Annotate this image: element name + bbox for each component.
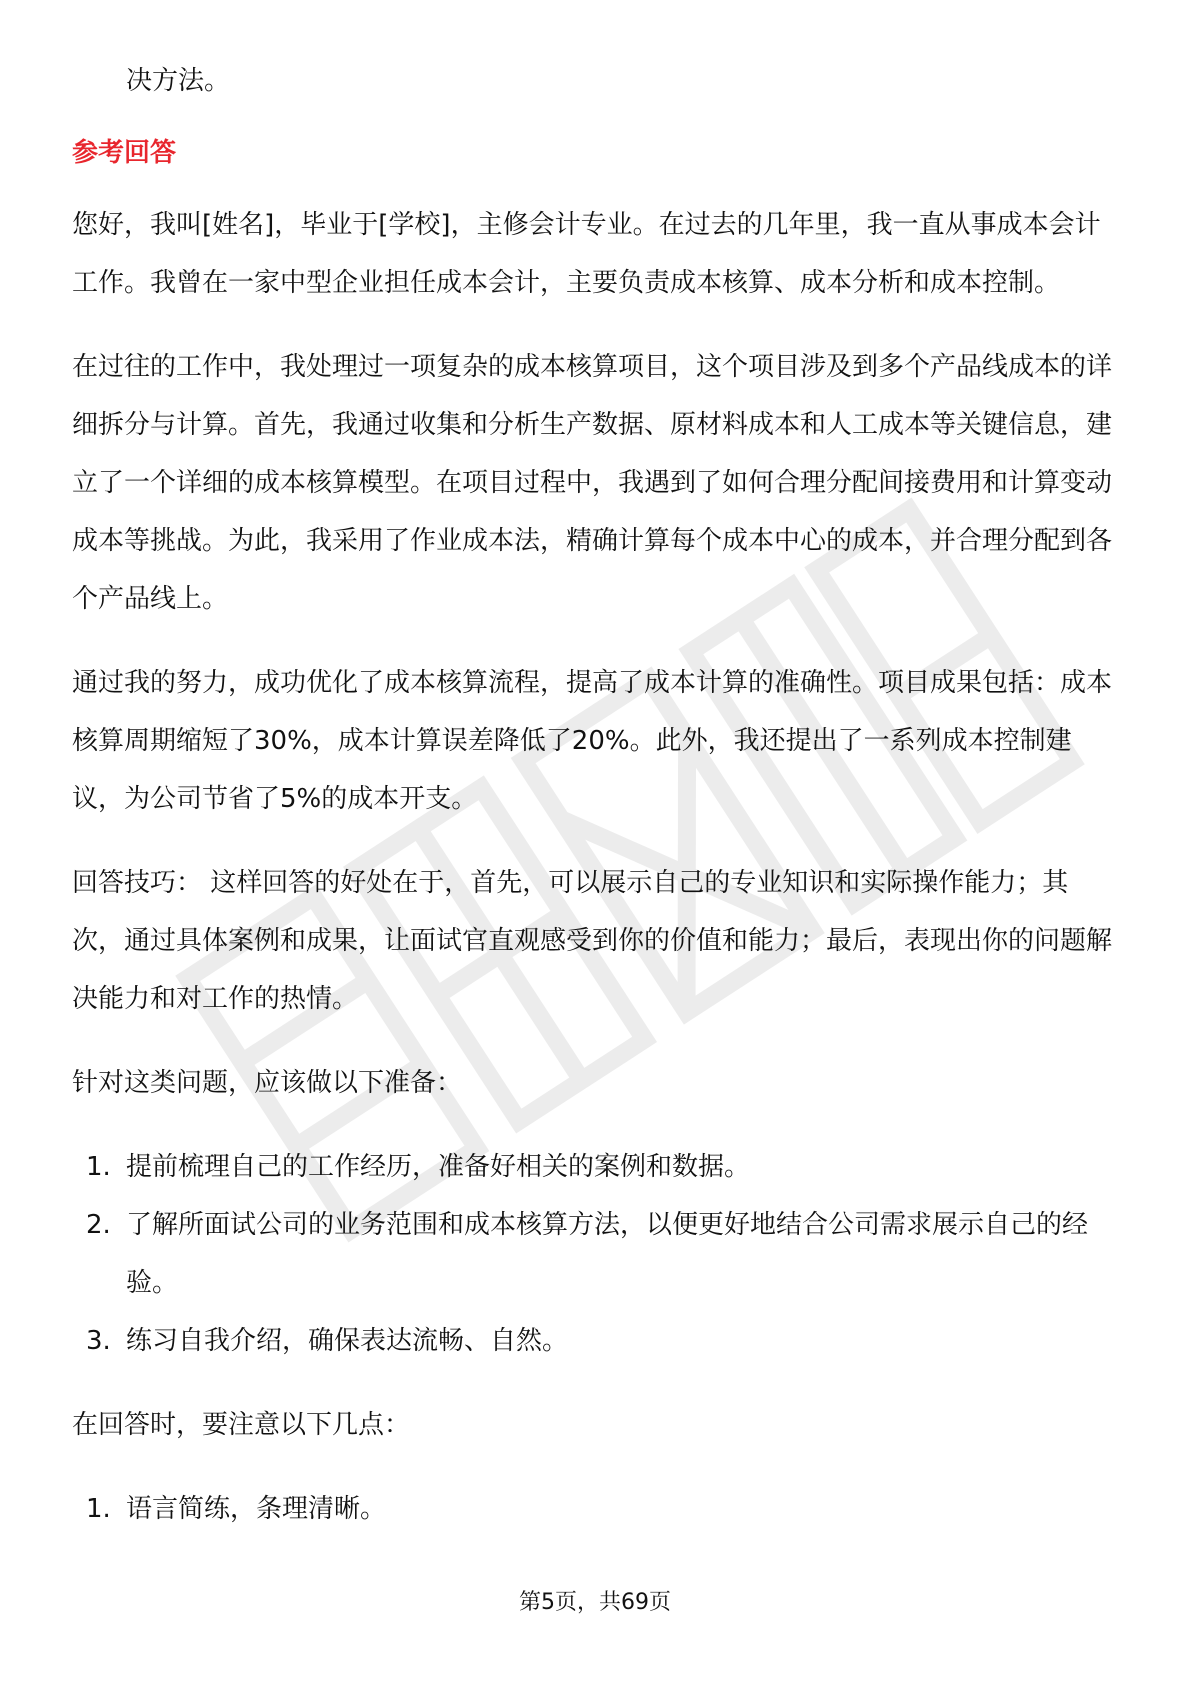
list-item [72, 1312, 1118, 1370]
list-item-text: 练习自我介绍，确保表达流畅、自然。 [126, 1326, 569, 1356]
answer-tips-paragraph: 回答技巧： 这样回答的好处在于，首先，可以展示自己的专业知识和实际操作能力；其次，通过具体案例和成果，让面试官直观感受到你的价值和能力；最后，表现出你的问题解决能力和对工作的热情。 [72, 868, 1113, 1014]
paragraph: 通过我的努力，成功优化了成本核算流程，提高了成本计算的准确性。项目成果包括：成本核算周期缩短了30%，成本计算误差降低了20%。此外，我还提出了一系列成本控制建议，为公司节省了5%的成本开支。 [72, 668, 1113, 814]
notes-intro: 在回答时，要注意以下几点： [72, 1410, 411, 1440]
prep-list [72, 1138, 1118, 1370]
list-number: 2. [86, 1210, 111, 1240]
paragraph: 您好，我叫[姓名]，毕业于[学校]，主修会计专业。在过去的几年里，我一直从事成本会计工作。我曾在一家中型企业担任成本会计，主要负责成本核算、成本分析和成本控制。 [72, 210, 1101, 298]
page-footer: 第5页，共69页 [519, 1590, 671, 1615]
list-item-text: 语言简练，条理清晰。 [126, 1494, 387, 1524]
list-item [72, 1196, 1118, 1312]
list-item-text: 提前梳理自己的工作经历，准备好相关的案例和数据。 [126, 1152, 751, 1182]
notes-list [72, 1480, 1118, 1538]
list-number: 1. [86, 1494, 111, 1524]
list-item [72, 1480, 1118, 1538]
continuation-text: 决方法。 [126, 66, 231, 96]
list-number: 3. [86, 1326, 111, 1356]
paragraph: 在过往的工作中，我处理过一项复杂的成本核算项目，这个项目涉及到多个产品线成本的详细拆分与计算。首先，我通过收集和分析生产数据、原材料成本和人工成本等关键信息，建立了一个详细的成本核算模型。在项目过程中，我遇到了如何合理分配间接费用和计算变动成本等挑战。为此，我采用了作业成本法，精确计算每个成本中心的成本，并合理分配到各个产品线上。 [72, 352, 1113, 614]
list-number: 1. [86, 1152, 111, 1182]
list-item-text: 了解所面试公司的业务范围和成本核算方法，以便更好地结合公司需求展示自己的经验。 [126, 1210, 1089, 1298]
document-body [72, 52, 1118, 1564]
prep-intro: 针对这类问题，应该做以下准备： [72, 1068, 463, 1098]
section-title: 参考回答 [72, 138, 177, 168]
list-item [72, 1138, 1118, 1196]
